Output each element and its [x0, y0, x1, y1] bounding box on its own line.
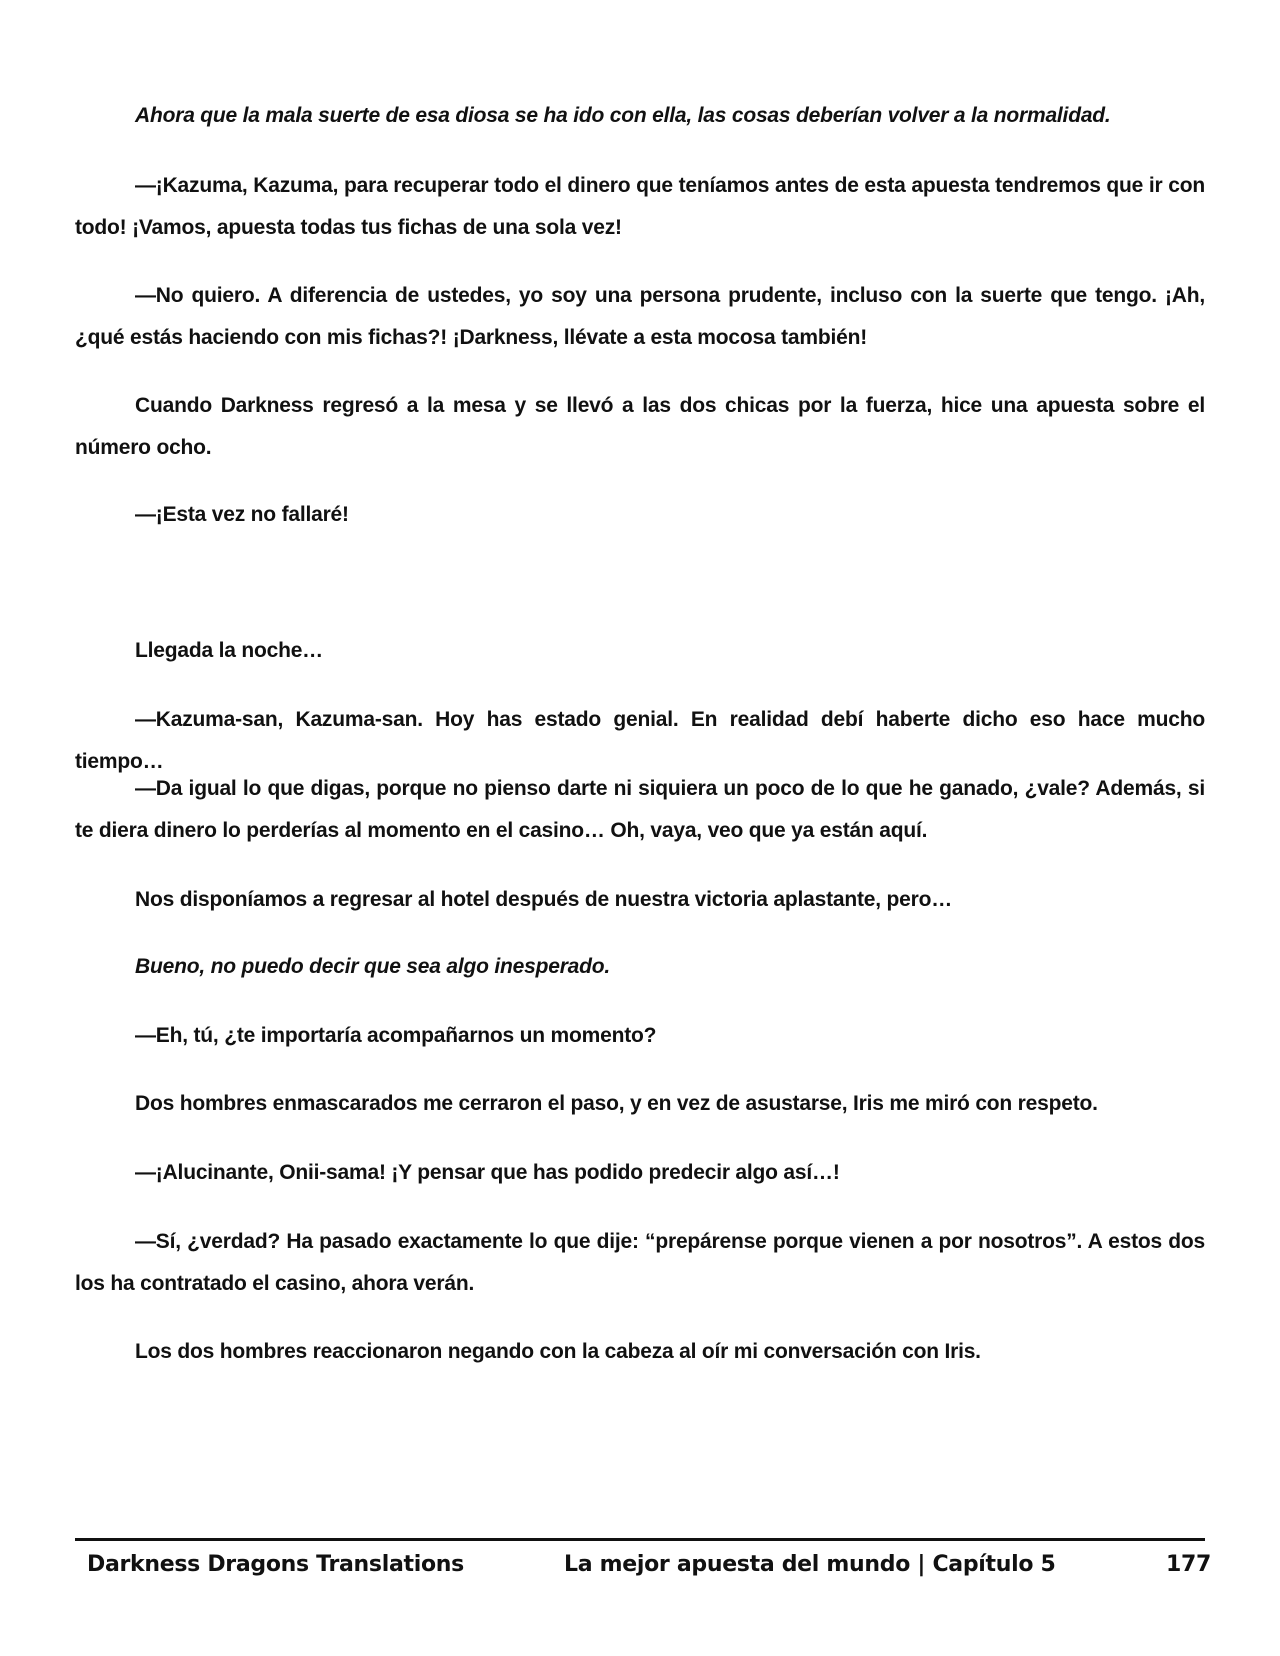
paragraph-4: Cuando Darkness regresó a la mesa y se llevó a las dos chicas por la fuerza, hice una apuesta sobre el número ocho.: [75, 394, 1205, 459]
paragraph-14: —Sí, ¿verdad? Ha pasado exactamente lo que dije: “prepárense porque vienen a por nosotros”. A estos dos los ha contratado el casino, ahora verán.: [75, 1230, 1205, 1295]
paragraph-8: —Da igual lo que digas, porque no pienso darte ni siquiera un poco de lo que he ganado, ¿vale? Además, si te diera dinero lo perderías al momento en el casino… Oh, vaya, veo que ya están aquí.: [75, 777, 1205, 842]
paragraph-12: Dos hombres enmascarados me cerraron el paso, y en vez de asustarse, Iris me miró con respeto.: [135, 1092, 1098, 1115]
paragraph-3: —No quiero. A diferencia de ustedes, yo soy una persona prudente, incluso con la suerte que tengo. ¡Ah, ¿qué estás haciendo con mis fichas?! ¡Darkness, llévate a esta mocosa también!: [75, 284, 1205, 349]
paragraph-5: —¡Esta vez no fallaré!: [135, 503, 349, 526]
footer-divider: [75, 1538, 1205, 1541]
footer-chapter-title: La mejor apuesta del mundo | Capítulo 5: [564, 1552, 1056, 1577]
paragraph-7: —Kazuma-san, Kazuma-san. Hoy has estado genial. En realidad debí haberte dicho eso hace mucho tiempo…: [75, 708, 1205, 773]
paragraph-2: —¡Kazuma, Kazuma, para recuperar todo el dinero que teníamos antes de esta apuesta tendremos que ir con todo! ¡Vamos, apuesta todas tus fichas de una sola vez!: [75, 174, 1205, 239]
footer-page-number: 177: [1166, 1552, 1212, 1577]
paragraph-6: Llegada la noche…: [135, 639, 323, 662]
paragraph-11: —Eh, tú, ¿te importaría acompañarnos un momento?: [135, 1024, 657, 1047]
paragraph-1: Ahora que la mala suerte de esa diosa se ha ido con ella, las cosas deberían volver a la normalidad.: [135, 104, 1111, 127]
footer-translator-name: Darkness Dragons Translations: [87, 1552, 464, 1577]
paragraph-15: Los dos hombres reaccionaron negando con la cabeza al oír mi conversación con Iris.: [135, 1340, 981, 1363]
paragraph-9: Nos disponíamos a regresar al hotel después de nuestra victoria aplastante, pero…: [135, 888, 953, 911]
paragraph-13: —¡Alucinante, Onii-sama! ¡Y pensar que has podido predecir algo así…!: [135, 1161, 840, 1184]
paragraph-10: Bueno, no puedo decir que sea algo inesperado.: [135, 955, 611, 978]
